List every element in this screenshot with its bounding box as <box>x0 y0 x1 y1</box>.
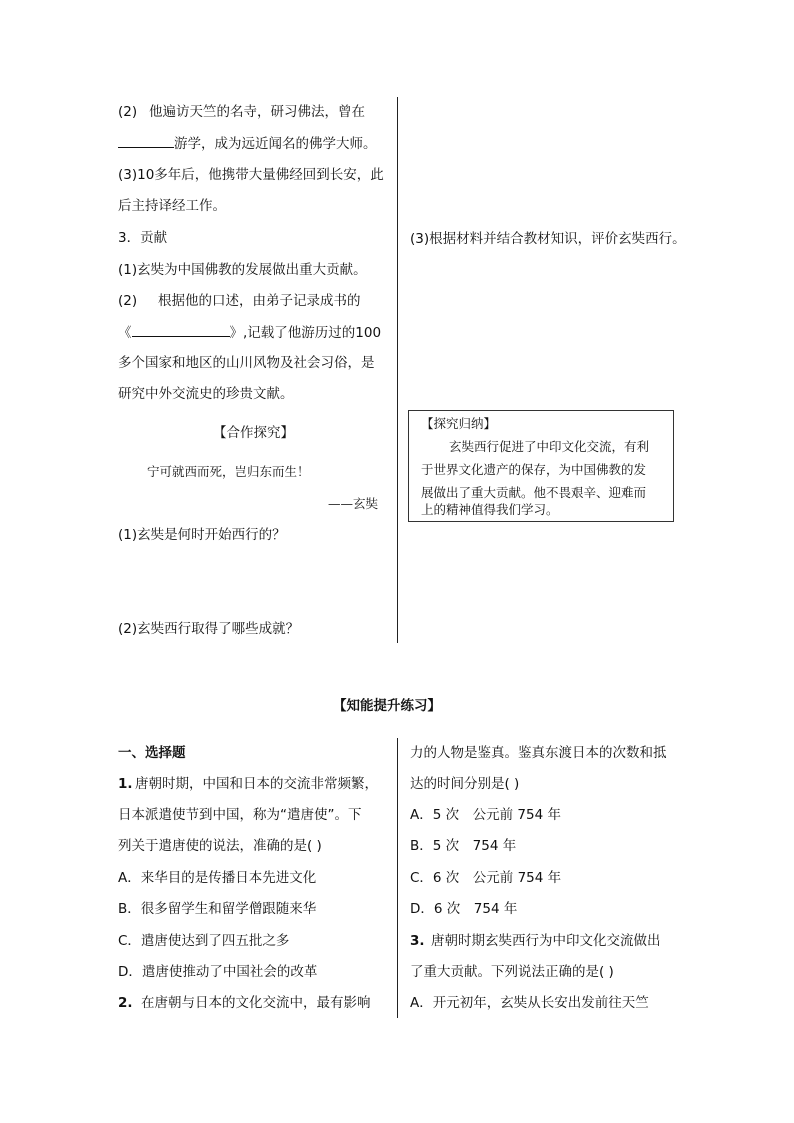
multiple-choice-title: 一、选择题 <box>118 745 186 761</box>
cooperative-inquiry-title: 【合作探究】 <box>213 425 294 441</box>
question1: (1)玄奘是何时开始西行的？ <box>118 527 286 543</box>
section3-title: 3．贡献 <box>118 230 168 246</box>
bq2-option-b[interactable]: B．5 次 754 年 <box>410 838 517 854</box>
bq2-number: 2. <box>118 995 133 1011</box>
bq1-line1: 唐朝时期，中国和日本的交流非常频繁， <box>135 776 378 792</box>
bq3-line1: 唐朝时期玄奘西行为中印文化交流做出 <box>431 933 661 949</box>
practice-section-title: 【知能提升练习】 <box>333 698 441 714</box>
item3-line2: 后主持译经工作。 <box>118 198 226 214</box>
bq1-option-c[interactable]: C．遣唐使达到了四五批之多 <box>118 933 290 949</box>
contribution2-number: (2) <box>118 293 138 309</box>
question3: (3)根据材料并结合教材知识，评价玄奘西行。 <box>410 231 686 247</box>
item3-line1: (3)10多年后，他携带大量佛经回到长安，此 <box>118 167 384 183</box>
summary-line1: 玄奘西行促进了中印文化交流，有利 <box>449 439 650 454</box>
contribution2-line2-text: 》,记载了他游历过的100 <box>229 325 382 341</box>
contribution2-line2 <box>118 323 381 342</box>
summary-line2: 于世界文化遗产的保存，为中国佛教的发 <box>421 462 647 477</box>
contribution1: (1)玄奘为中国佛教的发展做出重大贡献。 <box>118 262 367 278</box>
bq2-line1: 在唐朝与日本的文化交流中，最有影响 <box>141 995 371 1011</box>
bq2-option-d[interactable]: D．6 次 754 年 <box>410 901 518 917</box>
bq2-option-c[interactable]: C．6 次 公元前 754 年 <box>410 870 562 886</box>
contribution2-line1: 根据他的口述，由弟子记录成书的 <box>158 293 361 309</box>
bq3-line2: 了重大贡献。下列说法正确的是( ) <box>410 964 614 980</box>
item2-line2 <box>118 134 377 153</box>
book-title-blank[interactable] <box>132 323 230 337</box>
bq3-option-a[interactable]: A．开元初年，玄奘从长安出发前往天竺 <box>410 995 649 1011</box>
summary-box <box>408 410 674 522</box>
fill-in-blank[interactable] <box>118 134 174 148</box>
bq1-option-b[interactable]: B．很多留学生和留学僧跟随来华 <box>118 901 317 917</box>
bq3-number: 3. <box>410 933 425 949</box>
quote-text: 宁可就西而死，岂归东而生！ <box>147 464 310 479</box>
summary-line3: 展做出了重大贡献。他不畏艰辛、迎难而 <box>421 485 647 500</box>
bq1-option-d[interactable]: D．遣唐使推动了中国社会的改革 <box>118 964 318 980</box>
bq1-line2: 日本派遣使节到中国，称为“遣唐使”。下 <box>118 807 362 823</box>
summary-title: 【探究归纳】 <box>421 416 497 431</box>
bq2-option-a[interactable]: A．5 次 公元前 754 年 <box>410 807 561 823</box>
quote-author: ——玄奘 <box>328 496 379 511</box>
item2-line1: 他遍访天竺的名寺，研习佛法，曾在 <box>149 104 365 120</box>
book-title-open: 《 <box>118 325 132 341</box>
bq1-number: 1. <box>118 776 133 792</box>
question2: (2)玄奘西行取得了哪些成就？ <box>118 621 300 637</box>
item2-number: (2) <box>118 104 138 120</box>
bq2-line2: 力的人物是鉴真。鉴真东渡日本的次数和抵 <box>410 745 667 761</box>
bq1-option-a[interactable]: A．来华目的是传播日本先进文化 <box>118 870 317 886</box>
top-column-divider <box>397 97 398 643</box>
item2-line2-text: 游学，成为远近闻名的佛学大师。 <box>174 136 377 152</box>
bq1-line3: 列关于遣唐使的说法，准确的是( ) <box>118 838 322 854</box>
contribution2-line4: 研究中外交流史的珍贵文献。 <box>118 386 294 402</box>
bottom-column-divider <box>397 738 398 1018</box>
bq2-line3: 达的时间分别是( ) <box>410 776 520 792</box>
contribution2-line3: 多个国家和地区的山川风物及社会习俗，是 <box>118 355 375 371</box>
summary-line4: 上的精神值得我们学习。 <box>421 502 559 517</box>
